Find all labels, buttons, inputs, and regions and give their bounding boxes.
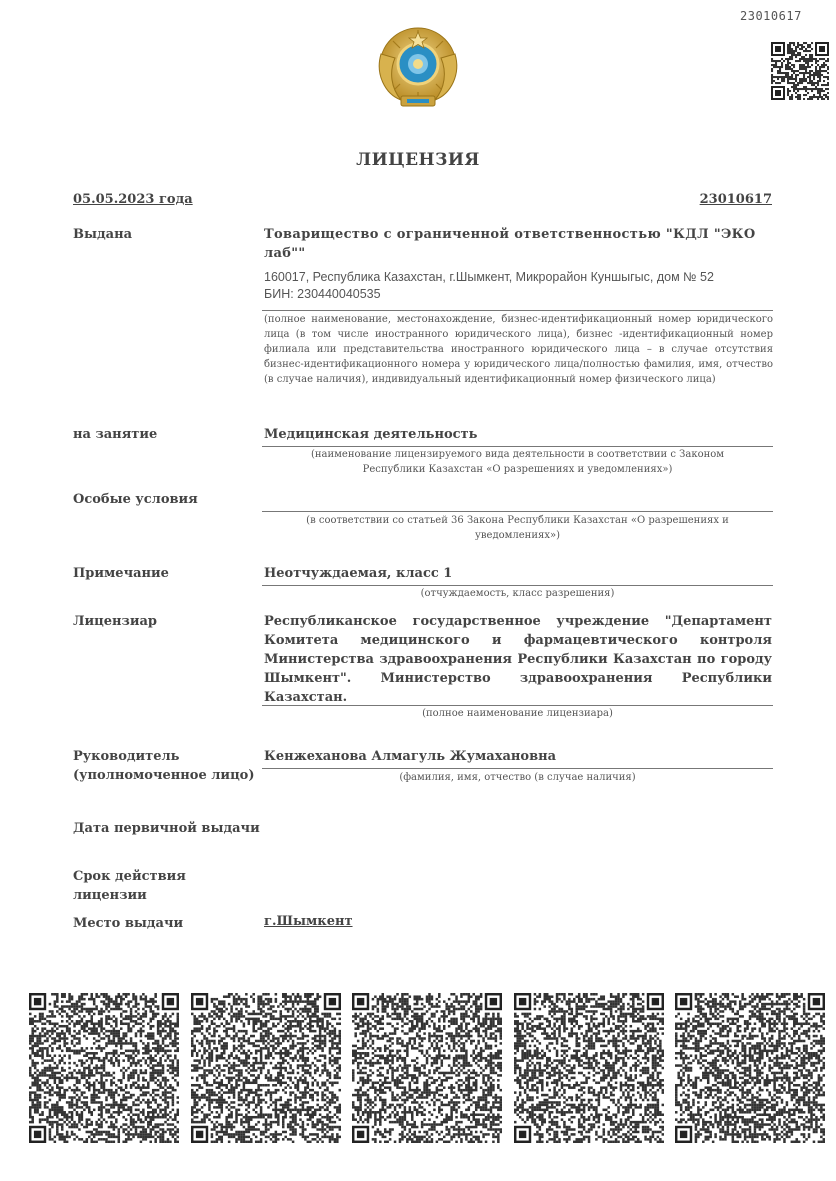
top-document-number: 23010617: [740, 9, 802, 23]
remark-value: Неотчуждаемая, класс 1: [264, 566, 453, 581]
validity-label-line2: лицензии: [73, 888, 147, 903]
first-issue-label: Дата первичной выдачи: [73, 821, 260, 836]
head-note: (фамилия, имя, отчество (в случае наличия): [399, 772, 636, 783]
licensee-address: 160017, Республика Казахстан, г.Шымкент, Микрорайон Куншыгыс, дом № 52: [264, 270, 714, 284]
qr-code-icon: [29, 993, 179, 1143]
issue-date: 05.05.2023 года: [73, 192, 193, 207]
divider: [262, 511, 773, 512]
head-value: Кенжеханова Алмагуль Жумахановна: [264, 749, 557, 764]
licensor-note: (полное наименование лицензиара): [422, 708, 613, 719]
activity-label: на занятие: [73, 427, 158, 442]
licensee-name: Товарищество с ограниченной ответственностью "КДЛ "ЭКО лаб"": [264, 227, 756, 261]
licensor-value: Республиканское государственное учреждение "Департамент Комитета медицинского и фармацевтического контроля Министерства здравоохранения Республики Казахстан по городу Шымкент". Министерство здравоохранения Республики Казахстан.: [264, 614, 772, 705]
qr-code-icon: [675, 993, 825, 1143]
special-conditions-label: Особые условия: [73, 492, 198, 507]
issued-to-label: Выдана: [73, 227, 133, 242]
activity-note-line1: (наименование лицензируемого вида деятельности в соответствии с Законом: [310, 449, 725, 460]
qr-code-icon: [514, 993, 664, 1143]
state-emblem-icon: [373, 24, 463, 112]
special-conditions-note-line1: (в соответствии со статьей 36 Закона Республики Казахстан «О разрешениях и: [306, 515, 729, 526]
license-number: 23010617: [699, 192, 772, 207]
qr-code-icon: [191, 993, 341, 1143]
head-label-line2: (уполномоченное лицо): [73, 768, 255, 783]
activity-note-line2: Республики Казахстан «О разрешениях и уведомлениях»): [362, 464, 673, 475]
document-title: ЛИЦЕНЗИЯ: [356, 150, 480, 170]
remark-note: (отчуждаемость, класс разрешения): [420, 588, 615, 599]
remark-label: Примечание: [73, 566, 169, 581]
licensee-note: (полное наименование, местонахождение, бизнес-идентификационный номер юридического лица (в том числе иностранного юридического лица), бизнес -идентификационный номер филиала или представительства иностранного юридического лица – в случае отсутствия бизнес-идентификационного номера у юридического лица/полностью фамилия, имя, отчество (в случае наличия), индивидуальный идентификационный номер физического лица): [264, 314, 773, 385]
licensor-label: Лицензиар: [73, 614, 157, 629]
head-label-line1: Руководитель: [73, 749, 180, 764]
qr-code-icon: [352, 993, 502, 1143]
divider: [262, 768, 773, 769]
divider: [262, 310, 773, 311]
qr-code-icon: [771, 42, 829, 100]
validity-label-line1: Срок действия: [73, 869, 186, 884]
activity-value: Медицинская деятельность: [264, 427, 478, 442]
licensee-bin: БИН: 230440040535: [264, 287, 381, 301]
special-conditions-note-line2: уведомлениях»): [475, 530, 560, 541]
place-value: г.Шымкент: [264, 914, 353, 929]
place-label: Место выдачи: [73, 916, 184, 931]
